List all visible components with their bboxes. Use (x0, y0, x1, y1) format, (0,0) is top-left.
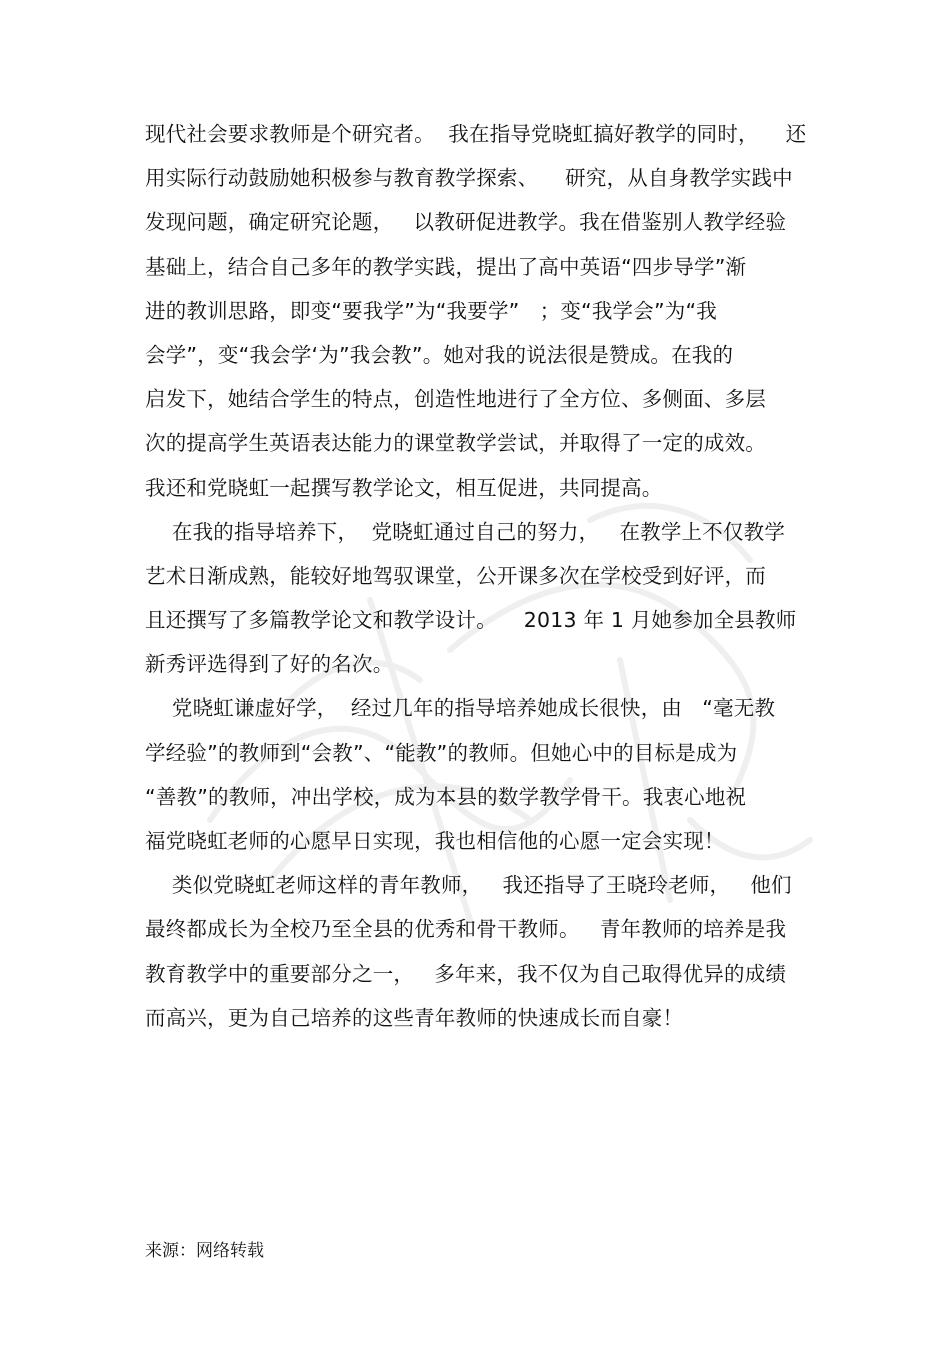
text-line: 新秀评选得到了好的名次。 (145, 652, 394, 677)
text-line: 现代社会要求教师是个研究者。 我在指导党晓虹搞好教学的同时， 还 (145, 122, 807, 146)
paragraph-1 (145, 112, 825, 510)
text-line: 类似党晓虹老师这样的青年教师， 我还指导了王晓玲老师， 他们 (145, 873, 792, 898)
text-line: 艺术日渐成熟，能较好地驾驭课堂，公开课多次在学校受到好评，而 (145, 563, 766, 588)
text-line: 在我的指导培养下， 党晓虹通过自己的努力， 在教学上不仅教学 (145, 519, 786, 544)
text-line: 学经验”的教师到“会教”、“能教”的教师。但她心中的目标是成为 (145, 740, 738, 765)
paragraph-2 (145, 510, 825, 687)
text-line: 而高兴，更为自己培养的这些青年教师的快速成长而自豪！ (145, 1005, 684, 1030)
text-line: 用实际行动鼓励她积极参与教育教学探索、 研究，从自身教学实践中 (145, 166, 793, 191)
text-line: 次的提高学生英语表达能力的课堂教学尝试，并取得了一定的成效。 (145, 431, 766, 456)
paragraph-4 (145, 863, 825, 1040)
text-line: 进的教训思路，即变“要我学”为“我要学” ；变“我学会”为“我 (145, 298, 717, 323)
text-line: 会学”，变“我会学‘为”我会教”。她对我的说法很是赞成。在我的 (145, 342, 734, 367)
paragraph-3 (145, 686, 825, 863)
text-line: 最终都成长为全校乃至全县的优秀和骨干教师。 青年教师的培养是我 (145, 917, 787, 942)
text-line: 基础上，结合自己多年的教学实践，提出了高中英语“四步导学”渐 (145, 254, 747, 279)
text-line: 福党晓虹老师的心愿早日实现，我也相信他的心愿一定会实现！ (145, 829, 725, 853)
text-line: 发现问题，确定研究论题， 以教研促进教学。我在借鉴别人教学经验 (145, 210, 787, 235)
text-line: 教育教学中的重要部分之一， 多年来，我不仅为自己取得优异的成绩 (145, 961, 787, 986)
source-footer: 来源：网络转载 (145, 1241, 264, 1261)
text-line: 党晓虹谦虚好学， 经过几年的指导培养她成长很快，由 “毫无教 (145, 696, 776, 721)
document-body (145, 112, 825, 1040)
text-line: 且还撰写了多篇教学论文和教学设计。 2013 年 1 月她参加全县教师 (145, 608, 797, 633)
text-line: “善教”的教师，冲出学校，成为本县的数学教学骨干。我衷心地祝 (145, 784, 747, 809)
text-line: 启发下，她结合学生的特点，创造性地进行了全方位、多侧面、多层 (145, 387, 766, 412)
text-line: 我还和党晓虹一起撰写教学论文，相互促进，共同提高。 (145, 475, 663, 500)
